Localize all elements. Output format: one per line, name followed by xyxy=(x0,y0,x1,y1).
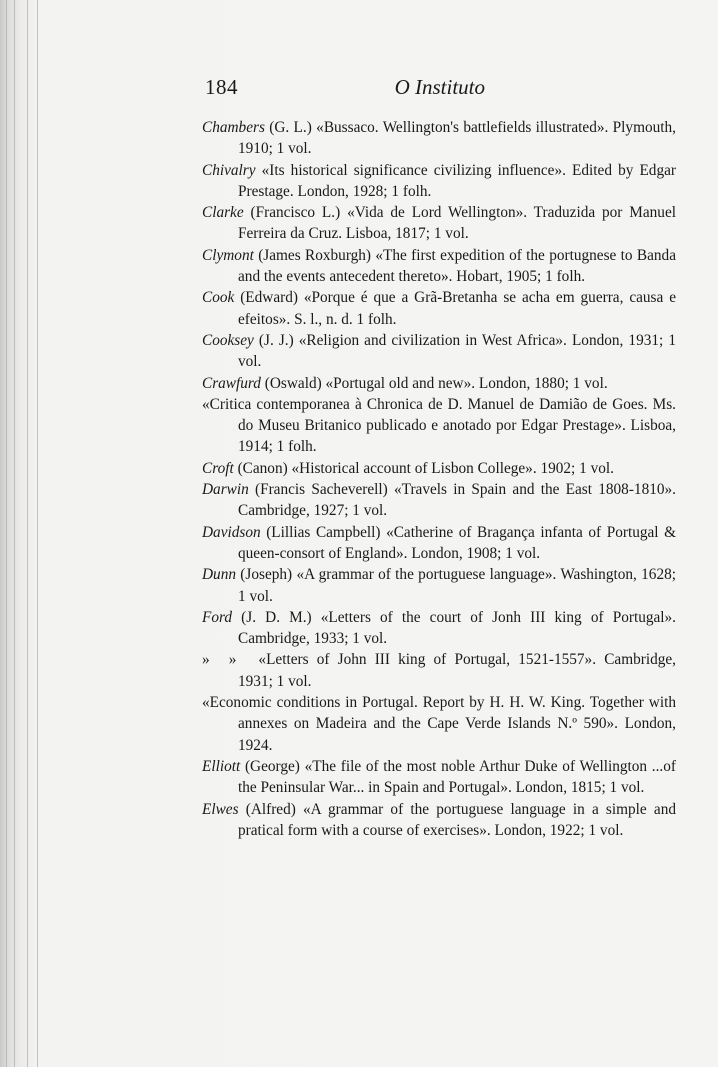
bibliography-entry xyxy=(202,607,676,650)
bibliography-entry xyxy=(202,245,676,288)
bibliography-entry xyxy=(202,799,676,842)
bibliography-entry xyxy=(202,692,676,756)
entry-text: (James Roxburgh) «The first expedition of the portugnese to Banda and the events antecedent thereto». Hobart, 1905; 1 folh. xyxy=(238,246,676,286)
entry-text: (Alfred) «A grammar of the portuguese language in a simple and pratical form with a course of exercises». London, 1922; 1 vol. xyxy=(238,800,676,839)
entry-author: Davidson xyxy=(202,523,261,541)
entry-author: Crawfurd xyxy=(202,374,261,392)
page-edge-line xyxy=(14,0,15,1067)
entry-author: Elwes xyxy=(202,800,239,818)
entry-text: (G. L.) «Bussaco. Wellington's battlefields illustrated». Plymouth, 1910; 1 vol. xyxy=(238,119,676,158)
entry-text: (J. J.) «Religion and civilization in West Africa». London, 1931; 1 vol. xyxy=(238,331,676,371)
page-edge-line xyxy=(6,0,7,1067)
bibliography-entry xyxy=(202,479,676,522)
entry-author: Ford xyxy=(202,608,233,626)
bibliography-entry xyxy=(202,458,676,479)
page-header xyxy=(205,75,485,105)
entry-author: Clymont xyxy=(202,246,254,264)
bibliography-entry xyxy=(202,330,676,373)
ditto-marks: » » xyxy=(202,651,237,669)
entry-author: Elliott xyxy=(202,757,241,775)
entry-text: «Critica contemporanea à Chronica de D. Manuel de Damião de Goes. Ms. do Museu Britanico publicado e anotado por Edgar Prestage». Lisboa, 1914; 1 folh. xyxy=(202,395,676,456)
entry-author: Cook xyxy=(202,289,235,307)
bibliography-entry xyxy=(202,287,676,330)
bibliography-entry xyxy=(202,756,676,799)
page-edge-line xyxy=(27,0,28,1067)
entry-text: (Francisco L.) «Vida de Lord Wellington». Traduzida por Manuel Ferreira da Cruz. Lisboa, 1817; 1 vol. xyxy=(238,204,676,243)
entry-author: Croft xyxy=(202,459,234,477)
bibliography-entry xyxy=(202,202,676,245)
entry-author: Chambers xyxy=(202,119,265,136)
entry-text: «Its historical significance civilizing influence». Edited by Edgar Prestage. London, 1928; 1 folh. xyxy=(238,161,676,200)
entry-text: (Lillias Campbell) «Catherine of Bragança infanta of Portugal & queen-consort of England». London, 1908; 1 vol. xyxy=(238,523,676,562)
entry-text: (J. D. M.) «Letters of the court of Jonh III king of Portugal». Cambridge, 1933; 1 vol. xyxy=(232,608,676,648)
bibliography-entry xyxy=(202,160,676,203)
bibliography-entry xyxy=(202,564,676,607)
entry-text: «Letters of John III king of Portugal, 1521-1557». Cambridge, 1931; 1 vol. xyxy=(238,651,676,690)
bibliography-list xyxy=(202,117,676,841)
bibliography-entry xyxy=(202,522,676,565)
entry-text: «Economic conditions in Portugal. Report by H. H. W. King. Together with annexes on Madeira and the Cape Verde Islands N.º 590». London, 1924. xyxy=(202,694,676,754)
entry-author: Dunn xyxy=(202,566,236,584)
bibliography-entry xyxy=(202,373,676,394)
entry-text: (Joseph) «A grammar of the portuguese language». Washington, 1628; 1 vol. xyxy=(236,566,676,605)
entry-author: Chivalry xyxy=(202,161,256,179)
bibliography-entry xyxy=(202,394,676,458)
page-edge-line xyxy=(37,0,38,1067)
entry-author: Cooksey xyxy=(202,331,254,349)
bibliography-entry xyxy=(202,117,676,160)
entry-text: (Oswald) «Portugal old and new». London, 1880; 1 vol. xyxy=(260,374,608,392)
page-number: 184 xyxy=(205,75,238,99)
bibliography-entry xyxy=(202,649,676,692)
entry-author: Darwin xyxy=(202,481,249,499)
entry-text: (Canon) «Historical account of Lisbon College». 1902; 1 vol. xyxy=(233,459,614,477)
running-title: O Instituto xyxy=(394,75,485,99)
entry-author: Clarke xyxy=(202,204,244,222)
entry-text: (Francis Sacheverell) «Travels in Spain and the East 1808-1810». Cambridge, 1927; 1 vol. xyxy=(238,481,676,520)
entry-text: (Edward) «Porque é que a Grã-Bretanha se acha em guerra, causa e efeitos». S. l., n. d. 1 folh. xyxy=(234,289,676,328)
entry-text: (George) «The file of the most noble Arthur Duke of Wellington ...of the Peninsular War... in Spain and Portugal». London, 1815; 1 vol. xyxy=(238,757,676,797)
